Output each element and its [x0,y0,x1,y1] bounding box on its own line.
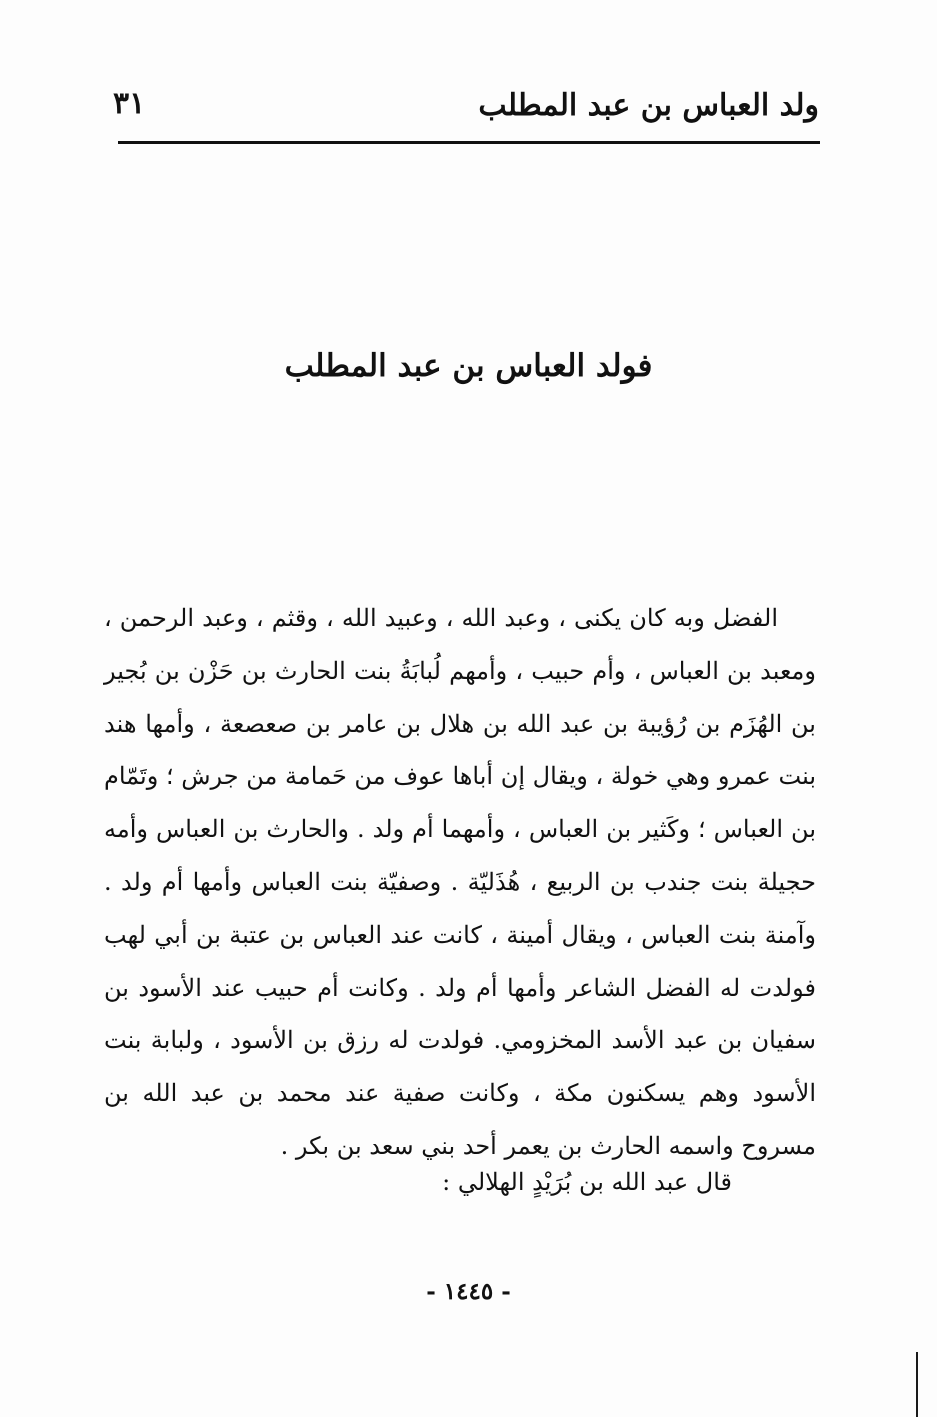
page-number: ٣١ [113,86,146,121]
chapter-title: فولد العباس بن عبد المطلب [284,348,653,384]
folio-number: - ١٤٤٥ - [426,1278,511,1305]
verse-intro: قال عبد الله بن بُرَيْدٍ الهلالي : [442,1168,732,1196]
header-rule [118,141,820,144]
scan-edge-mark [916,1352,918,1417]
body-text [104,592,816,1173]
body-paragraph: الفضل وبه كان يكنى ، وعبد الله ، وعبيد الله ، وقثم ، وعبد الرحمن ، ومعبد بن العباس ، وأم حبيب ، وأمهم لُبابَةُ بنت الحارث بن حَزْن بن بُجير بن الهُزَم بن رُؤيبة بن عبد الله بن هلال بن عامر بن صعصعة ، وأمها هند بنت عمرو وهي خولة ، ويقال إن أباها عوف من حَمامة من جرش ؛ وتَمّام بن العباس ؛ وكَثير بن العباس ، وأمهما أم ولد . والحارث بن العباس وأمه حجيلة بنت جندب بن الربيع ، هُذَليّة . وصفيّة بنت العباس وأمها أم ولد . وآمنة بنت العباس ، ويقال أمينة ، كانت عند العباس بن عتبة بن أبي لهب فولدت له الفضل الشاعر وأمها أم ولد . وكانت أم حبيب عند الأسود بن سفيان بن عبد الأسد المخزومي. فولدت له رزق بن الأسود ، ولبابة بنت الأسود وهم يسكنون مكة ، وكانت صفية عند محمد بن عبد الله بن مسروح واسمه الحارث بن يعمر أحد بني سعد بن بكر . [104,604,816,1160]
running-title: ولد العباس بن عبد المطلب [478,88,819,123]
